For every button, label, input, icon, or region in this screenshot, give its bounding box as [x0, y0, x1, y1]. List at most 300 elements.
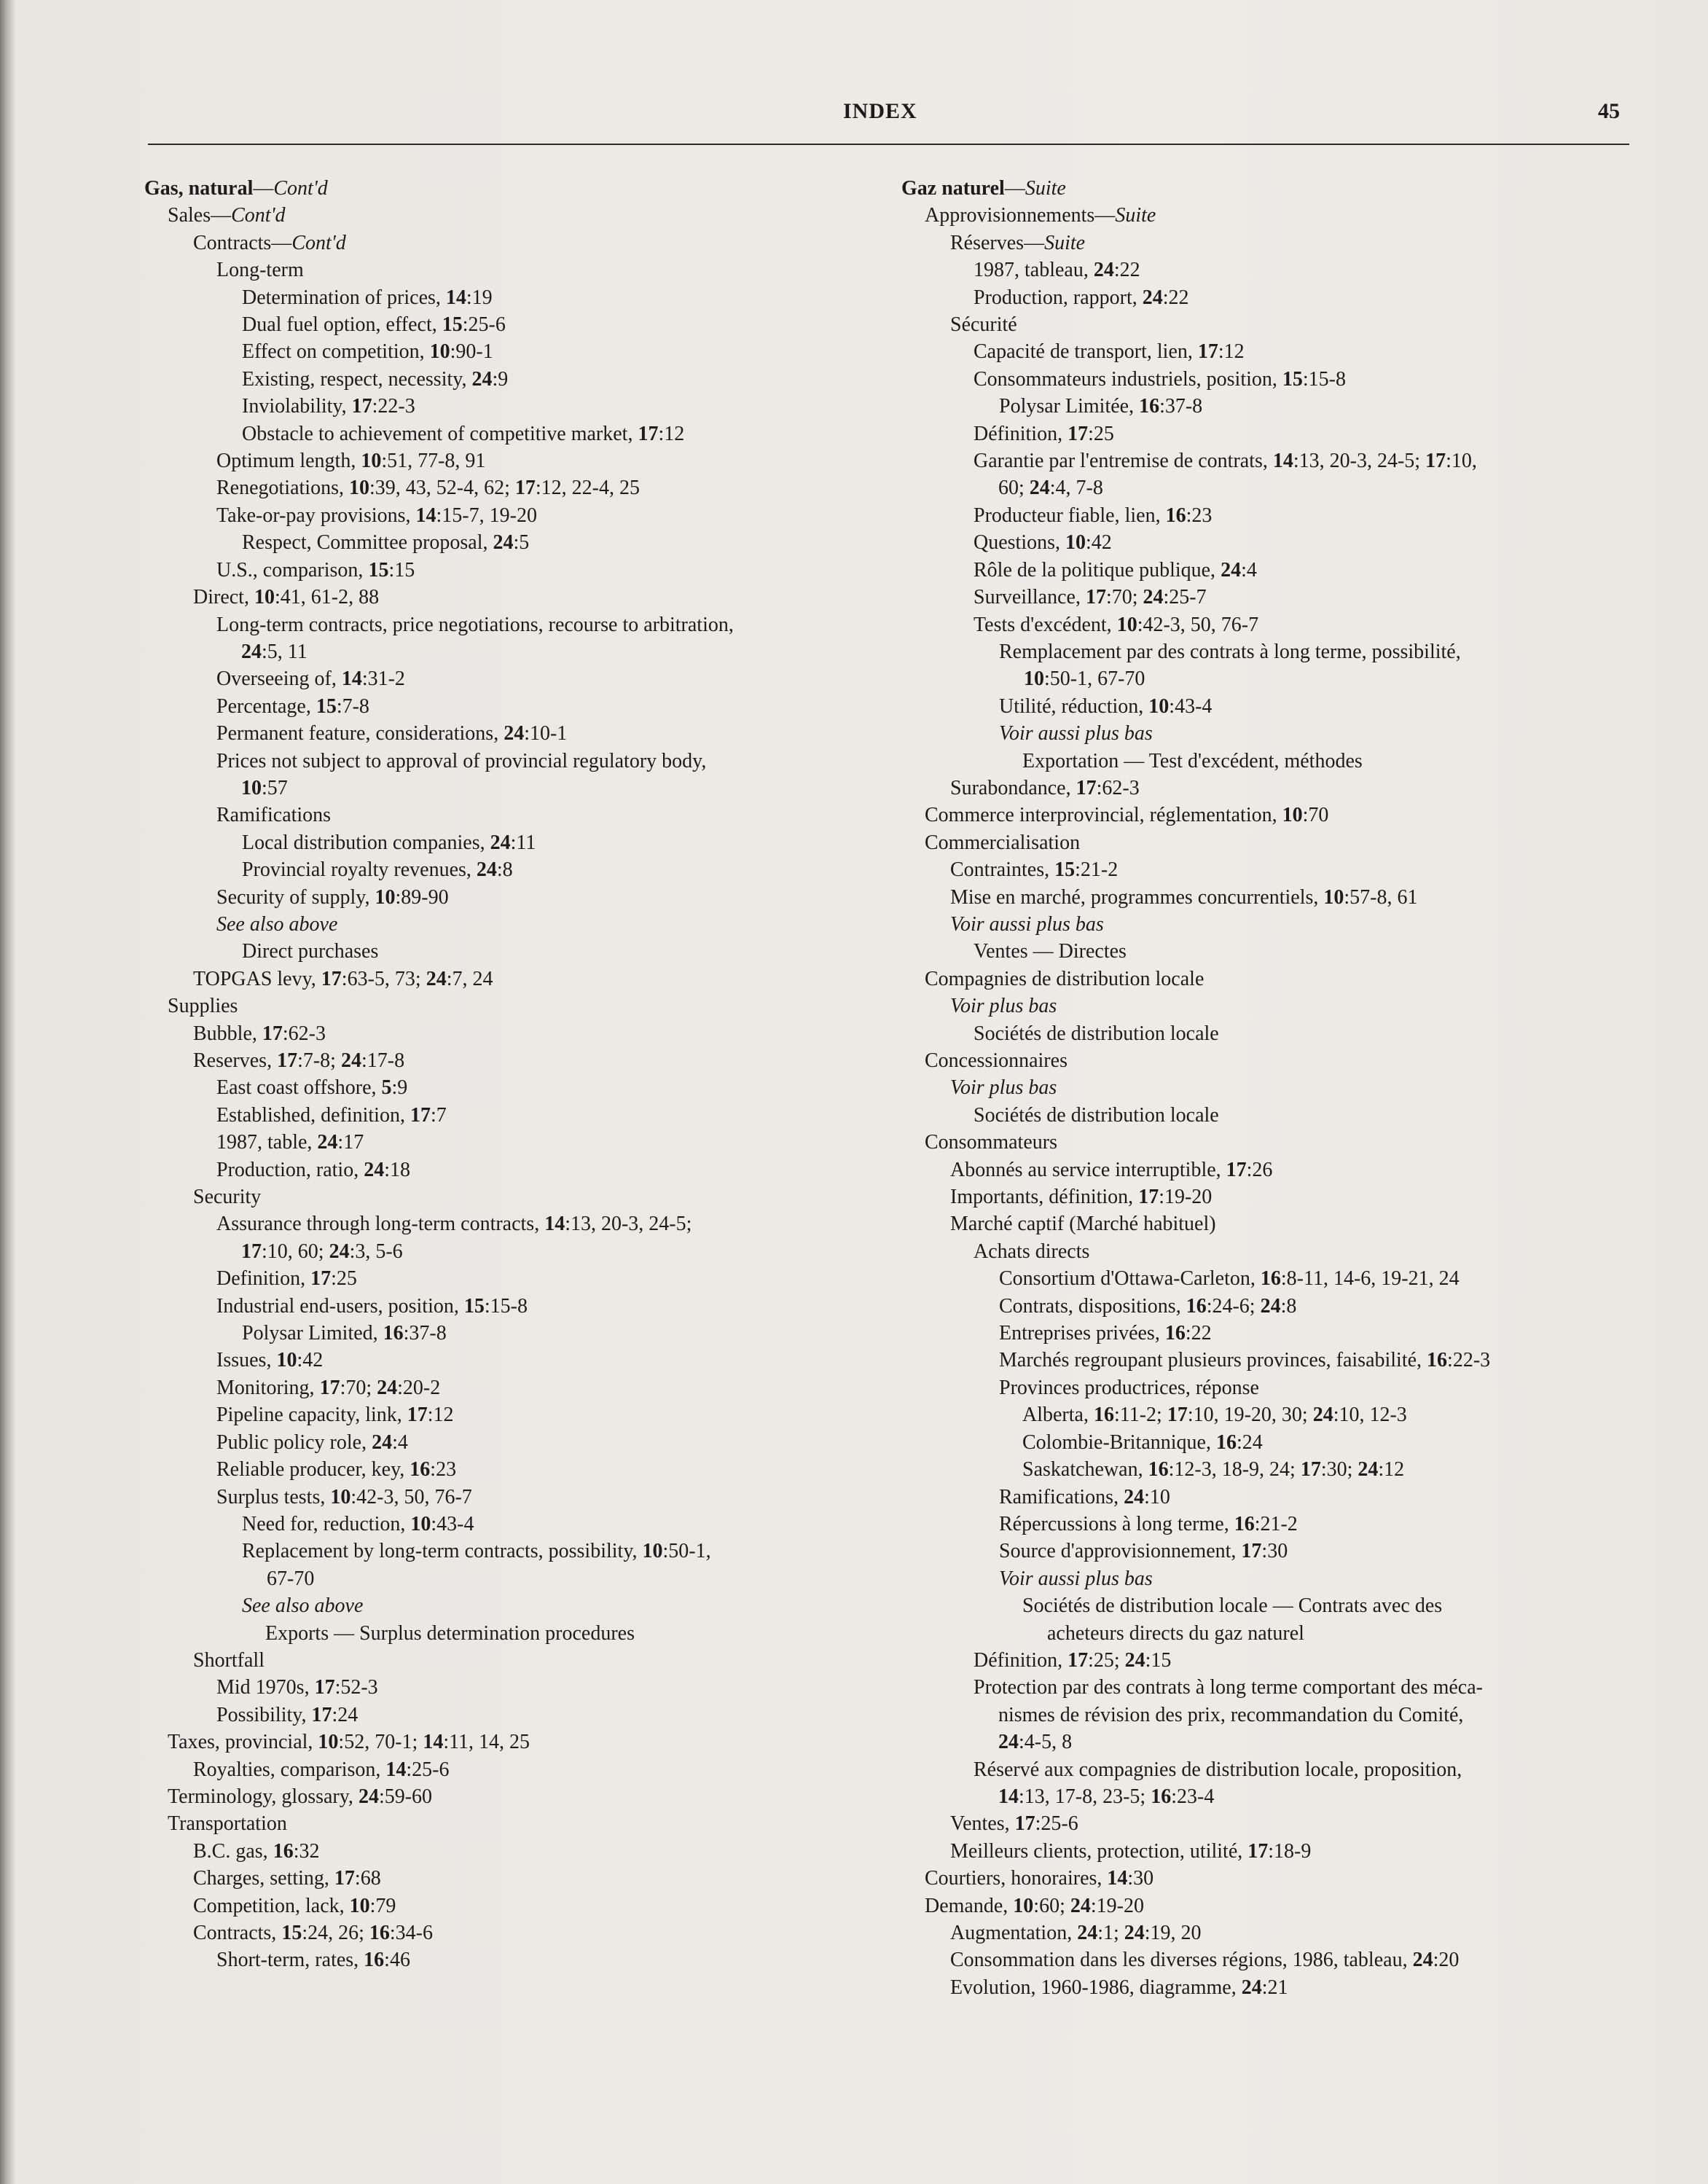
- index-entry: [901, 175, 1637, 202]
- index-entry-continuation: [144, 638, 902, 665]
- index-entry: [144, 557, 902, 584]
- entry-text: Contracts—: [193, 231, 292, 254]
- entry-text: :34-6: [389, 1922, 433, 1944]
- entry-text: Obstacle to achievement of competitive market,: [242, 422, 638, 445]
- index-entry: [901, 202, 1637, 229]
- index-entry: [901, 1919, 1637, 1946]
- issue-number: 16: [1234, 1512, 1255, 1535]
- index-entry: [144, 611, 902, 638]
- entry-text: :23-4: [1171, 1785, 1215, 1808]
- issue-number: 17: [1241, 1540, 1262, 1563]
- entry-text: :21-2: [1075, 858, 1119, 882]
- entry-text: Ramifications: [216, 804, 332, 827]
- index-entry: [144, 856, 902, 883]
- italic-note: See also above: [242, 1594, 364, 1618]
- entry-text: Approvisionnements—: [925, 204, 1116, 227]
- index-entry: [901, 1865, 1637, 1892]
- entry-text: :23: [1186, 504, 1213, 527]
- issue-number: 10: [361, 450, 382, 473]
- issue-number: 17: [514, 477, 536, 500]
- issue-number: 14: [445, 286, 466, 309]
- issue-number: 17: [1247, 1839, 1269, 1863]
- entry-text: Renegotiations,: [216, 477, 349, 500]
- entry-text: :4-5, 8: [1019, 1731, 1073, 1754]
- issue-number: 17: [1300, 1458, 1321, 1482]
- entry-text: :19-20: [1090, 1894, 1144, 1917]
- entry-text: Security: [193, 1186, 262, 1209]
- index-entry: [901, 693, 1637, 720]
- entry-text: Mise en marché, programmes concurrentiels,: [950, 885, 1324, 909]
- entry-text: Entreprises privées,: [999, 1322, 1165, 1345]
- entry-text: Percentage,: [216, 694, 316, 718]
- entry-text: Polysar Limited,: [242, 1322, 383, 1345]
- entry-text: Achats directs: [974, 1240, 1090, 1263]
- issue-number: 24: [1124, 1485, 1145, 1508]
- entry-text: :60;: [1033, 1894, 1070, 1917]
- italic-note: Suite: [1115, 204, 1156, 227]
- entry-text: Utilité, réduction,: [999, 694, 1149, 718]
- index-entry: [144, 1265, 902, 1292]
- entry-text: Provincial royalty revenues,: [242, 858, 477, 882]
- italic-note: Cont'd: [273, 177, 328, 200]
- entry-text: Contraintes,: [950, 858, 1055, 882]
- entry-text: Définition,: [974, 422, 1068, 445]
- entry-text: :10, 19-20, 30;: [1187, 1404, 1313, 1427]
- entry-text: Capacité de transport, lien,: [974, 340, 1198, 364]
- index-entry: [901, 1129, 1637, 1156]
- entry-text: Existing, respect, necessity,: [242, 367, 472, 391]
- index-entry: [901, 1484, 1637, 1511]
- entry-text: Tests d'excédent,: [974, 613, 1117, 636]
- entry-text: :24: [1236, 1430, 1263, 1454]
- entry-text: Optimum length,: [216, 450, 361, 473]
- issue-number: 17: [277, 1049, 298, 1072]
- entry-text: Taxes, provincial,: [168, 1731, 318, 1754]
- index-entry: [144, 1592, 902, 1619]
- index-entry: [144, 748, 902, 775]
- index-entry: [144, 1702, 902, 1729]
- index-entry: [144, 584, 902, 611]
- index-entry: [901, 884, 1637, 911]
- entry-text: :59-60: [378, 1785, 433, 1808]
- entry-text: 1987, table,: [216, 1131, 318, 1154]
- entry-text: :10,: [1446, 450, 1477, 473]
- entry-text: :12: [1218, 340, 1245, 364]
- issue-number: 16: [1260, 1267, 1281, 1291]
- entry-text: :12-3, 18-9, 24;: [1168, 1458, 1301, 1482]
- entry-text: :63-5, 73;: [341, 967, 426, 990]
- entry-text: Need for, reduction,: [242, 1512, 411, 1535]
- entry-text: Importants, définition,: [950, 1186, 1139, 1209]
- entry-text: :37-8: [403, 1322, 447, 1345]
- index-entry: [901, 447, 1637, 474]
- index-entry: [144, 1047, 902, 1074]
- index-entry: [144, 420, 902, 447]
- entry-text: Sécurité: [950, 313, 1017, 337]
- entry-text: :41, 61-2, 88: [274, 586, 380, 609]
- issue-number: 24: [1241, 1976, 1262, 1999]
- entry-text: Ventes,: [950, 1812, 1015, 1836]
- issue-number: 17: [262, 1022, 283, 1045]
- entry-text: :30: [1261, 1540, 1288, 1563]
- entry-text: :22: [1113, 259, 1140, 282]
- entry-text: :3, 5-6: [349, 1240, 403, 1263]
- index-entry: [901, 1183, 1637, 1210]
- entry-text: Consortium d'Ottawa-Carleton,: [999, 1267, 1261, 1291]
- issue-number: 14: [544, 1213, 565, 1236]
- entry-text: :62-3: [282, 1022, 326, 1045]
- italic-note: Suite: [1044, 231, 1086, 254]
- entry-text: Ramifications,: [999, 1485, 1124, 1508]
- entry-text: :11, 14, 25: [443, 1731, 530, 1754]
- entry-text: Contrats, dispositions,: [999, 1294, 1186, 1318]
- entry-text: nismes de révision des prix, recommandation du Comité,: [998, 1703, 1464, 1726]
- index-entry: [901, 748, 1637, 775]
- entry-text: Issues,: [216, 1349, 277, 1372]
- entry-text: Reserves,: [193, 1049, 278, 1072]
- entry-text: :21-2: [1254, 1512, 1298, 1535]
- entry-text: Répercussions à long terme,: [999, 1512, 1234, 1535]
- entry-text: Saskatchewan,: [1022, 1458, 1148, 1482]
- entry-text: :70;: [1105, 586, 1143, 609]
- issue-number: 10: [348, 477, 369, 500]
- index-entry: [901, 1456, 1637, 1483]
- entry-text: Exports — Surplus determination procedures: [265, 1621, 635, 1645]
- issue-number: 24: [241, 640, 262, 663]
- entry-text: Long-term contracts, price negotiations, recourse to arbitration,: [216, 613, 734, 636]
- index-entry-continuation: [144, 775, 902, 802]
- issue-number: 14: [341, 668, 362, 691]
- page-number: 45: [1598, 99, 1620, 123]
- issue-number: 17: [334, 1867, 355, 1890]
- entry-text: :9: [492, 367, 509, 391]
- entry-text: :21: [1261, 1976, 1288, 1999]
- issue-number: 24: [377, 1376, 398, 1399]
- issue-number: 17: [1085, 586, 1106, 609]
- entry-text: Terminology, glossary,: [168, 1785, 359, 1808]
- entry-text: :9: [391, 1076, 408, 1100]
- entry-text: Courtiers, honoraires,: [925, 1867, 1108, 1890]
- issue-number: 24: [1093, 259, 1114, 282]
- issue-number: 16: [364, 1949, 385, 1972]
- issue-number: 14: [415, 504, 436, 527]
- index-entry: [901, 1347, 1637, 1374]
- entry-text: acheteurs directs du gaz naturel: [1047, 1621, 1304, 1645]
- entry-text: :42: [1086, 531, 1112, 555]
- entry-text: :10-1: [524, 722, 568, 745]
- entry-text: :22-3: [1447, 1349, 1491, 1372]
- entry-text: Réservé aux compagnies de distribution locale, proposition,: [974, 1758, 1462, 1781]
- index-entry: [144, 1374, 902, 1401]
- issue-number: 24: [1260, 1294, 1281, 1318]
- issue-number: 17: [1076, 776, 1097, 799]
- index-entry: [901, 584, 1637, 611]
- entry-text: :20: [1433, 1949, 1460, 1972]
- entry-text: :37-8: [1159, 395, 1203, 418]
- entry-text: East coast offshore,: [216, 1076, 382, 1100]
- index-entry: [901, 1592, 1637, 1619]
- index-entry: [901, 856, 1637, 883]
- index-entry: [901, 420, 1637, 447]
- issue-number: 16: [410, 1458, 431, 1482]
- index-entry: [901, 1102, 1637, 1129]
- entry-text: :25-6: [462, 313, 506, 337]
- entry-text: :7-8;: [297, 1049, 341, 1072]
- entry-text: Assurance through long-term contracts,: [216, 1213, 545, 1236]
- index-entry: [901, 311, 1637, 338]
- entry-text: :90-1: [450, 340, 493, 364]
- index-entry: [144, 1865, 902, 1892]
- entry-text: :39, 43, 52-4, 62;: [369, 477, 515, 500]
- issue-number: 14: [998, 1785, 1019, 1808]
- entry-text: Sociétés de distribution locale — Contrats avec des: [1022, 1594, 1443, 1618]
- issue-number: 24: [364, 1158, 385, 1181]
- index-entry: [144, 665, 902, 692]
- index-entry: [901, 829, 1637, 856]
- entry-text: :12: [1378, 1458, 1405, 1482]
- issue-number: 10: [254, 586, 275, 609]
- index-entry: [901, 1511, 1637, 1538]
- index-entry: [901, 230, 1637, 257]
- entry-text: Prices not subject to approval of provincial regulatory body,: [216, 749, 707, 772]
- entry-text: Sociétés de distribution locale: [974, 1103, 1219, 1127]
- entry-text: Supplies: [168, 995, 238, 1018]
- italic-note: Cont'd: [291, 231, 346, 254]
- index-entry: [144, 284, 902, 311]
- entry-text: :22-3: [372, 395, 415, 418]
- entry-text: Security of supply,: [216, 885, 375, 909]
- index-entry: [144, 1429, 902, 1456]
- issue-number: 10: [1282, 804, 1303, 827]
- index-entry: [901, 1893, 1637, 1919]
- issue-number: 24: [1077, 1922, 1098, 1944]
- index-entry: [144, 1210, 902, 1237]
- entry-text: :18-9: [1268, 1839, 1312, 1863]
- index-entry: [901, 393, 1637, 420]
- issue-number: 16: [1151, 1785, 1172, 1808]
- index-entry: [144, 1102, 902, 1129]
- issue-number: 10: [410, 1512, 431, 1535]
- entry-text: :24: [332, 1703, 359, 1726]
- entry-text: :18: [384, 1158, 410, 1181]
- entry-text: :4: [1241, 558, 1257, 582]
- index-entry: [144, 311, 902, 338]
- entry-text: :68: [354, 1867, 381, 1890]
- issue-number: 10: [276, 1349, 297, 1372]
- issue-number: 24: [317, 1131, 338, 1154]
- issue-number: 15: [316, 694, 337, 718]
- issue-number: 10: [642, 1540, 663, 1563]
- issue-number: 24: [1142, 286, 1163, 309]
- index-entry: [901, 1156, 1637, 1183]
- entry-text: Exportation — Test d'excédent, méthodes: [1022, 749, 1363, 772]
- entry-text: Meilleurs clients, protection, utilité,: [950, 1839, 1248, 1863]
- entry-text: Commercialisation: [925, 831, 1081, 854]
- issue-number: 24: [1312, 1404, 1333, 1427]
- entry-text: Colombie-Britannique,: [1022, 1430, 1216, 1454]
- entry-text: :25;: [1088, 1648, 1125, 1672]
- index-entry: [901, 1838, 1637, 1865]
- index-entry: [144, 802, 902, 829]
- entry-text: :42-3, 50, 76-7: [1137, 613, 1259, 636]
- entry-text: :7, 24: [446, 967, 493, 990]
- issue-number: 10: [1024, 668, 1044, 691]
- issue-number: 17: [1138, 1186, 1159, 1209]
- index-entry: [144, 1347, 902, 1374]
- entry-text: Réserves—: [950, 231, 1045, 254]
- issue-number: 17: [311, 1703, 332, 1726]
- entry-text: Concessionnaires: [925, 1049, 1068, 1072]
- entry-text: :70;: [340, 1376, 377, 1399]
- index-entry: [144, 1456, 902, 1483]
- issue-number: 5: [381, 1076, 392, 1100]
- index-entry: [144, 993, 902, 1019]
- issue-number: 17: [1425, 450, 1446, 473]
- entry-text: :12: [427, 1404, 454, 1427]
- issue-number: 17: [1167, 1404, 1188, 1427]
- index-entry: [144, 911, 902, 938]
- entry-text: :5, 11: [262, 640, 307, 663]
- issue-number: 17: [1068, 422, 1089, 445]
- index-entry: [144, 1674, 902, 1701]
- index-entry: [144, 1729, 902, 1756]
- entry-text: Inviolability,: [242, 395, 352, 418]
- index-entry: [901, 1374, 1637, 1401]
- entry-text: :50-1,: [662, 1540, 711, 1563]
- entry-text: :12: [658, 422, 685, 445]
- index-entry: [901, 1401, 1637, 1428]
- entry-text: :31-2: [361, 668, 405, 691]
- entry-text: :5: [513, 531, 530, 555]
- entry-text: Provinces productrices, réponse: [999, 1376, 1259, 1399]
- entry-text: :26: [1246, 1158, 1273, 1181]
- issue-number: 17: [1197, 340, 1218, 364]
- italic-note: Voir aussi plus bas: [999, 1567, 1153, 1590]
- entry-text: Augmentation,: [950, 1922, 1078, 1944]
- issue-number: 24: [329, 1240, 350, 1263]
- index-entry: [144, 1484, 902, 1511]
- index-entry: [144, 175, 902, 202]
- entry-text: 67-70: [267, 1567, 315, 1590]
- issue-number: 15: [1282, 367, 1303, 391]
- issue-number: 16: [1427, 1349, 1448, 1372]
- entry-text: Direct purchases: [242, 940, 379, 963]
- index-entry: [144, 257, 902, 283]
- entry-text: Alberta,: [1022, 1404, 1094, 1427]
- index-entry: [144, 1156, 902, 1183]
- issue-number: 24: [471, 367, 493, 391]
- issue-number: 10: [1116, 613, 1137, 636]
- entry-text: Established, definition,: [216, 1103, 410, 1127]
- entry-text: Transportation: [168, 1812, 287, 1836]
- issue-number: 14: [1272, 450, 1293, 473]
- index-entry: [901, 720, 1637, 747]
- index-entry: [901, 338, 1637, 365]
- entry-text: :8: [1280, 1294, 1297, 1318]
- entry-text: Rôle de la politique publique,: [974, 558, 1221, 582]
- issue-number: 10: [241, 776, 262, 799]
- issue-number: 17: [351, 395, 372, 418]
- issue-number: 16: [1165, 504, 1186, 527]
- entry-text: :22: [1185, 1322, 1212, 1345]
- entry-text: :70: [1302, 804, 1329, 827]
- italic-note: Cont'd: [231, 204, 286, 227]
- entry-text: :13, 20-3, 24-5;: [565, 1213, 692, 1236]
- entry-text: :13, 17-8, 23-5;: [1019, 1785, 1151, 1808]
- right-index-column: [901, 175, 1637, 2001]
- index-entry-continuation: [901, 665, 1637, 692]
- entry-text: Définition,: [974, 1648, 1068, 1672]
- index-entry: [901, 1429, 1637, 1456]
- issue-number: 10: [1013, 1894, 1034, 1917]
- issue-number: 16: [1186, 1294, 1207, 1318]
- entry-text: Producteur fiable, lien,: [974, 504, 1166, 527]
- entry-text: Short-term, rates,: [216, 1949, 364, 1972]
- index-entry-continuation: [144, 1565, 902, 1592]
- entry-text: Contracts,: [193, 1922, 282, 1944]
- entry-text: Evolution, 1960-1986, diagramme,: [950, 1976, 1242, 1999]
- entry-text: :17: [337, 1131, 364, 1154]
- index-entry: [901, 1674, 1637, 1701]
- entry-text: :42-3, 50, 76-7: [350, 1485, 472, 1508]
- index-entry-continuation: [901, 1620, 1637, 1647]
- index-entry-continuation: [901, 1783, 1637, 1810]
- entry-text: :89-90: [395, 885, 449, 909]
- issue-number: 16: [1148, 1458, 1169, 1482]
- entry-text: U.S., comparison,: [216, 558, 369, 582]
- entry-text: Royalties, comparison,: [193, 1758, 386, 1781]
- entry-text: Bubble,: [193, 1022, 262, 1045]
- index-entry: [901, 1810, 1637, 1837]
- index-entry: [901, 611, 1637, 638]
- issue-number: 24: [372, 1430, 393, 1454]
- entry-text: :15-8: [484, 1294, 528, 1318]
- issue-number: 24: [1412, 1949, 1433, 1972]
- index-entry: [144, 1320, 902, 1347]
- issue-number: 24: [490, 831, 511, 854]
- entry-text: Production, ratio,: [216, 1158, 364, 1181]
- entry-text: :15-7, 19-20: [436, 504, 537, 527]
- index-entry: [901, 1647, 1637, 1674]
- entry-text: :10: [1144, 1485, 1170, 1508]
- entry-text: :30;: [1320, 1458, 1358, 1482]
- issue-number: 15: [368, 558, 389, 582]
- entry-text: Possibility,: [216, 1703, 312, 1726]
- entry-text: :8: [496, 858, 513, 882]
- index-entry: [901, 1265, 1637, 1292]
- index-entry: [144, 1511, 902, 1538]
- italic-note: Voir aussi plus bas: [950, 912, 1104, 936]
- entry-text: :32: [293, 1839, 320, 1863]
- issue-number: 15: [463, 1294, 485, 1318]
- issue-number: 17: [1014, 1812, 1035, 1836]
- italic-note: Voir aussi plus bas: [999, 722, 1153, 745]
- entry-text: Source d'approvisionnement,: [999, 1540, 1242, 1563]
- entry-text: Sales—: [168, 204, 232, 227]
- entry-text: Garantie par l'entremise de contrats,: [974, 450, 1273, 473]
- italic-note: Voir plus bas: [950, 1076, 1057, 1100]
- entry-text: Direct,: [193, 586, 254, 609]
- index-entry: [901, 1210, 1637, 1237]
- index-entry: [901, 1946, 1637, 1973]
- index-entry: [144, 1647, 902, 1674]
- issue-number: 10: [375, 885, 396, 909]
- entry-text: Marché captif (Marché habituel): [950, 1213, 1216, 1236]
- index-entry: [144, 393, 902, 420]
- issue-number: 16: [1164, 1322, 1186, 1345]
- index-entry: [144, 1620, 902, 1647]
- issue-number: 17: [241, 1240, 262, 1263]
